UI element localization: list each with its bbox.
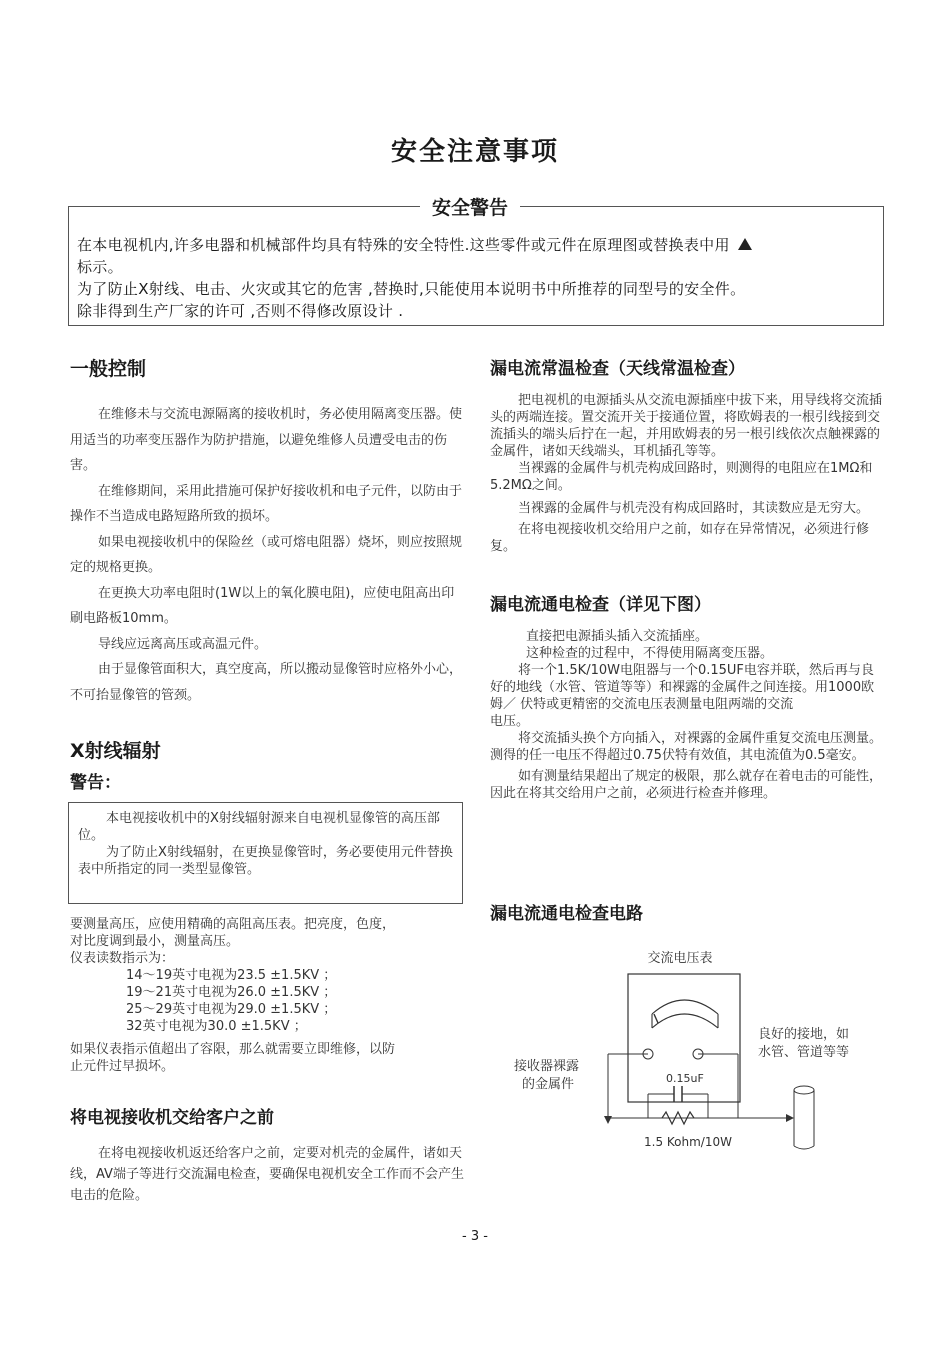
resistor-label: 1.5 Kohm/10W — [644, 1135, 732, 1149]
handover-heading: 将电视接收机交给客户之前 — [70, 1108, 274, 1128]
voltmeter-needle — [654, 1014, 658, 1023]
caution-triangle-icon — [738, 238, 752, 250]
xray-measurement — [70, 916, 466, 1075]
handover-paragraph: 在将电视接收机返还给客户之前，定要对机壳的金属件，诸如天线，AV端子等进行交流漏电检查，要确保电视机安全工作而不会产生电击的危险。 — [70, 1146, 464, 1203]
leak-hot-paragraph-1: 直接把电源插头插入交流插座。 — [526, 629, 709, 644]
xray-heading: X射线辐射 — [70, 740, 161, 762]
leak-cold-paragraph-2: 当裸露的金属件与机壳构成回路时，则测得的电阻应在1MΩ和5.2MΩ之间。 — [490, 461, 873, 493]
general-paragraph-2: 在维修期间，采用此措施可保护好接收机和电子元件，以防由于操作不当造成电路短路所致的损坏。 — [70, 483, 463, 524]
water-pipe-top — [794, 1086, 814, 1094]
general-control-heading: 一般控制 — [70, 358, 147, 380]
meter-label: 交流电压表 — [647, 951, 713, 966]
safety-warning-body — [77, 234, 877, 322]
circuit-heading: 漏电流通电检查电路 — [490, 904, 643, 924]
leak-hot-paragraph-5: 将交流插头换个方向插入，对裸露的金属件重复交流电压测量。测得的任一电压不得超过0.75伏特有效值，其电流值为0.5毫安。 — [490, 731, 883, 763]
ground-arrow-icon — [786, 1114, 794, 1122]
general-paragraph-5: 导线应远离高压或高温元件。 — [98, 636, 268, 652]
after-line-1: 如果仪表指示值超出了容限，那么就需要立即维修，以防 — [70, 1042, 396, 1057]
general-control-text — [70, 402, 464, 708]
leak-hot-paragraph-2: 这种检查的过程中，不得使用隔离变压器。 — [526, 646, 774, 661]
general-paragraph-6: 由于显像管面积大，真空度高，所以搬动显像管时应格外小心，不可抬显像管的管颈。 — [70, 662, 463, 703]
measure-line-3: 仪表读数指示为： — [70, 951, 175, 966]
metal-label-line-1: 接收器裸露 — [514, 1059, 580, 1074]
leak-cold-heading: 漏电流常温检查（天线常温检查） — [490, 359, 745, 379]
leak-cold-paragraph-3: 当裸露的金属件与机壳没有构成回路时，其读数应是无穷大。 — [518, 501, 870, 516]
safety-warning-line-2: 标示。 — [77, 258, 123, 276]
leak-cold-text — [490, 392, 882, 555]
leak-hot-heading: 漏电流通电检查（详见下图） — [490, 595, 711, 615]
page-title: 安全注意事项 — [390, 137, 559, 167]
safety-warning-line-3: 为了防止X射线、电击、火灾或其它的危害 ,替换时,只能使用本说明书中所推荐的同型号的安全件。 — [77, 280, 746, 298]
leak-hot-paragraph-6: 如有测量结果超出了规定的极限，那么就存在着电击的可能性，因此在将其交给用户之前，必须进行检查并修理。 — [490, 769, 883, 801]
reading-4: 32英寸电视为30.0 ±1.5KV ； — [126, 1019, 307, 1034]
general-paragraph-1: 在维修未与交流电源隔离的接收机时，务必使用隔离变压器。使用适当的功率变压器作为防护措施，以避免维修人员遭受电击的伤害。 — [70, 407, 463, 473]
ground-label-line-1: 良好的接地，如 — [758, 1027, 850, 1042]
voltmeter-dial-arc — [652, 1000, 718, 1014]
water-pipe-bottom — [794, 1146, 814, 1149]
handover-text — [70, 1143, 466, 1206]
voltmeter-dial-arc-inner — [652, 1014, 718, 1028]
xray-box-paragraph-1: 本电视接收机中的X射线辐射源来自电视机显像管的高压部位。 — [78, 811, 440, 843]
safety-warning-heading: 安全警告 — [420, 193, 520, 220]
general-paragraph-4: 在更换大功率电阻时(1W以上的氧化膜电阻)，应使电阻高出印刷电路板10mm。 — [70, 585, 455, 626]
leak-cold-paragraph-1: 把电视机的电源插头从交流电源插座中拔下来，用导线将交流插头的两端连接。置交流开关于接通位置，将欧姆表的一根引线接到交流插头的端头后拧在一起，并用欧姆表的另一根引线依次点触裸露的金属件，诸如天线端头，耳机插孔等等。 — [490, 393, 883, 459]
leak-hot-paragraph-4: 电压。 — [490, 714, 530, 729]
leak-cold-paragraph-4: 在将电视接收机交给用户之前，如存在异常情况，必须进行修复。 — [490, 522, 870, 554]
reading-3: 25～29英寸电视为29.0 ±1.5KV ； — [126, 1002, 337, 1017]
xray-box-paragraph-2: 为了防止X射线辐射，在更换显像管时，务必要使用元件替换表中所指定的同一类型显像管。 — [78, 845, 453, 877]
leak-hot-paragraph-3: 将一个1.5K/10W电阻器与一个0.15UF电容并联，然后再与良好的地线（水管、管道等等）和裸露的金属件之间连接。用1000欧姆／ 伏特或更精密的交流电压表测量电阻两端的交流 — [490, 663, 875, 712]
general-paragraph-3: 如果电视接收机中的保险丝（或可熔电阻器）烧坏，则应按照规定的规格更换。 — [70, 534, 463, 575]
xray-warning-text — [78, 810, 456, 878]
measure-line-2: 对比度调到最小，测量高压。 — [70, 934, 240, 949]
leakage-test-circuit-diagram — [490, 930, 882, 1160]
leak-hot-text — [490, 628, 882, 802]
page-number: - 3 - — [462, 1229, 488, 1244]
ground-label-line-2: 水管、管道等等 — [758, 1045, 850, 1060]
capacitor-label: 0.15uF — [666, 1072, 704, 1085]
safety-warning-line-1: 在本电视机内,许多电器和机械部件均具有特殊的安全特性.这些零件或元件在原理图或替换表中用 — [77, 236, 730, 254]
safety-warning-line-4: 除非得到生产厂家的许可 ,否则不得修改原设计 . — [77, 302, 404, 320]
metal-arrow-icon — [604, 1116, 612, 1124]
reading-2: 19～21英寸电视为26.0 ±1.5KV ； — [126, 985, 337, 1000]
reading-1: 14～19英寸电视为23.5 ±1.5KV ； — [126, 968, 337, 983]
measure-line-1: 要测量高压，应使用精确的高阻高压表。把亮度，色度， — [70, 917, 396, 932]
metal-label-line-2: 的金属件 — [522, 1077, 575, 1092]
after-line-2: 止元件过早损坏。 — [70, 1059, 175, 1074]
xray-warning-label: 警告： — [70, 773, 121, 793]
